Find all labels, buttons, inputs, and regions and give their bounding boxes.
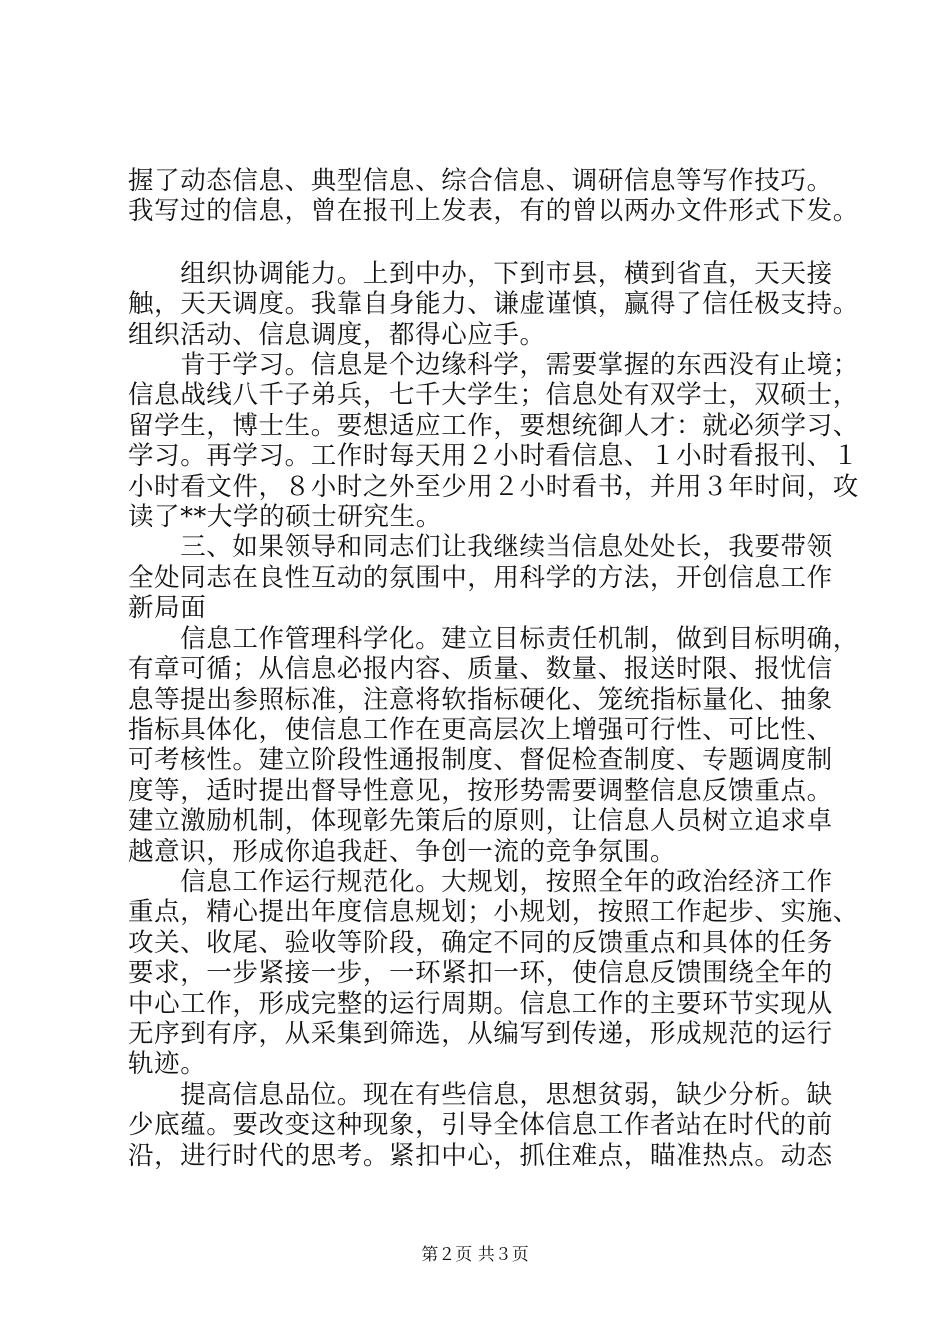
text-line: 沿，进行时代的思考。紧扣中心，抓住难点，瞄准热点。动态	[128, 1140, 833, 1171]
page-number-footer: 第２页 共３页	[421, 1245, 529, 1265]
text-line: 指标具体化，使信息工作在更高层次上增强可行性、可比性、	[128, 714, 833, 745]
document-body	[128, 166, 859, 1171]
text-line: 度等，适时提出督导性意见，按形势需要调整信息反馈重点。	[128, 775, 833, 806]
text-line: 无序到有序，从采集到筛选，从编写到传递，形成规范的运行	[128, 1018, 833, 1049]
text-line: 留学生，博士生。要想适应工作，要想统御人才：就必须学习、	[128, 410, 859, 441]
text-line: 要求，一步紧接一步，一环紧扣一环，使信息反馈围绕全年的	[128, 958, 833, 989]
text-line: 建立激励机制，体现彰先策后的原则，让信息人员树立追求卓	[128, 806, 833, 837]
text-line: 轨迹。	[128, 1049, 207, 1080]
text-line: 握了动态信息、典型信息、综合信息、调研信息等写作技巧。	[128, 166, 833, 196]
text-line: 小时看文件，８小时之外至少用２小时看书，并用３年时间，攻	[128, 471, 859, 502]
paragraph-block-2	[128, 258, 859, 1171]
text-line: 重点，精心提出年度信息规划；小规划，按照工作起步、实施、	[128, 897, 859, 928]
text-line: 触，天天调度。我靠自身能力、谦虚谨慎，赢得了信任极支持。	[128, 289, 859, 320]
paragraph-gap	[128, 227, 838, 259]
text-line: 提高信息品位。现在有些信息，思想贫弱，缺少分析。缺	[128, 1079, 833, 1110]
text-line: 信息工作管理科学化。建立目标责任机制，做到目标明确，	[128, 623, 859, 654]
text-line: 有章可循；从信息必报内容、质量、数量、报送时限、报忧信	[128, 654, 833, 685]
text-line: 信息战线八千子弟兵，七千大学生；信息处有双学士，双硕士，	[128, 380, 859, 411]
text-line: 新局面	[128, 593, 207, 624]
text-line: 组织活动、信息调度，都得心应手。	[128, 319, 546, 350]
text-line: 越意识，形成你追我赶、争创一流的竞争氛围。	[128, 836, 677, 867]
text-line: 学习。再学习。工作时每天用２小时看信息、１小时看报刊、１	[128, 441, 859, 472]
text-line: 读了**大学的硕士研究生。	[128, 502, 442, 533]
text-line: 少底蕴。要改变这种现象，引导全体信息工作者站在时代的前	[128, 1110, 833, 1141]
text-line: 攻关、收尾、验收等阶段，确定不同的反馈重点和具体的任务	[128, 927, 833, 958]
text-line: 组织协调能力。上到中办，下到市县，横到省直，天天接	[128, 258, 833, 289]
text-line: 我写过的信息，曾在报刊上发表，有的曾以两办文件形式下发。	[128, 196, 859, 227]
text-line: 中心工作，形成完整的运行周期。信息工作的主要环节实现从	[128, 988, 833, 1019]
text-line: 全处同志在良性互动的氛围中，用科学的方法，开创信息工作	[128, 562, 833, 593]
text-line: 息等提出参照标准，注意将软指标硬化、笼统指标量化、抽象	[128, 684, 833, 715]
text-line: 肯于学习。信息是个边缘科学，需要掌握的东西没有止境；	[128, 350, 859, 381]
text-line: 可考核性。建立阶段性通报制度、督促检查制度、专题调度制	[128, 745, 833, 776]
paragraph-block-1	[128, 166, 859, 227]
text-line: 三、如果领导和同志们让我继续当信息处处长，我要带领	[128, 532, 833, 563]
text-line: 信息工作运行规范化。大规划，按照全年的政治经济工作	[128, 866, 833, 897]
